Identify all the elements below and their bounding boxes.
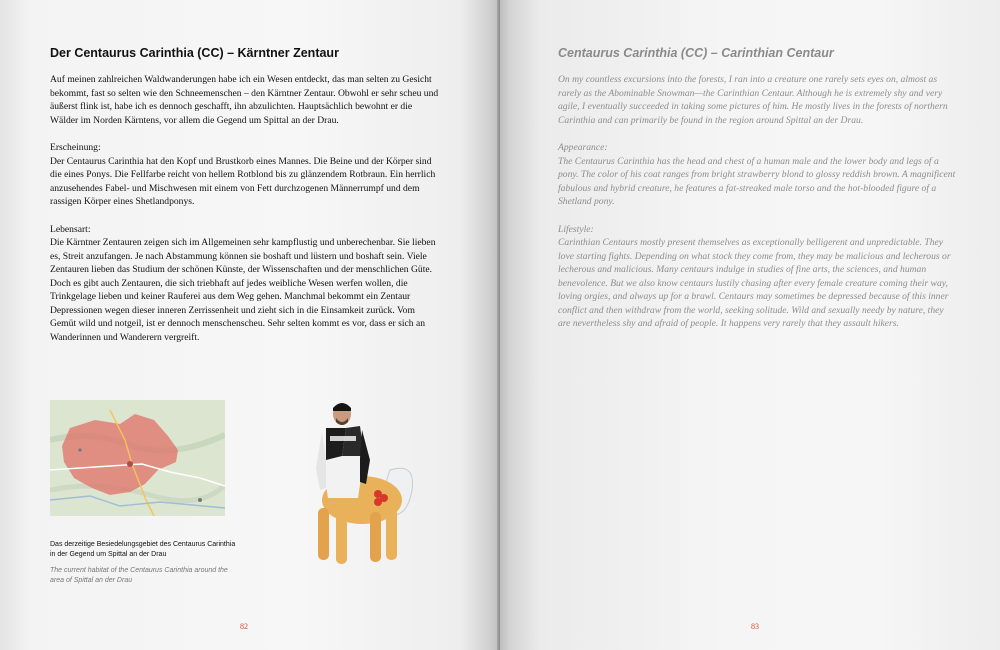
intro-paragraph-en: On my countless excursions into the forests, I ran into a creature one rarely sets eyes on, almost as rarely as the Abominable Snowman—the Carinthian Centaur. Although he is extremely shy and very agile, I eventually succeeded in taking some pictures of him. He mostly lives in the forests of northern Carinthia and can primarily be found in the region around Spittal an der Drau. [558,74,948,126]
appearance-heading-de: Erscheinung: [50,142,101,153]
map-graphic [50,400,225,516]
lifestyle-text-en: Carinthian Centaurs mostly present themselves as exceptionally belligerent and unpredictable. They love starting fights. Depending on what stock they come from, they may be malicious and lecherous or lecherous and malicious. Many centaurs indulge in studies of fine arts, the sciences, and human benevolence. But we also know centaurs lustily chasing after every female creature coming their way, loving orgies, and always up for a brawl. Centaurs may sometimes be depressed because of this inner conflict and then withdraw from the world, seeking solitude. Wild and sexually needy by nature, they are nevertheless shy and afraid of people. It happens very rarely that they assault hikers. [558,237,951,329]
appearance-section-en [558,141,958,209]
right-page [500,0,1000,650]
centaur-photo [298,398,418,573]
intro-paragraph-de: Auf meinen zahlreichen Waldwanderungen habe ich ein Wesen entdeckt, das man selten zu Gesicht bekommt, fast so selten wie den Schneemenschen – den Kärntner Zentaur. Obwohl er sehr scheu und äußerst flink ist, habe ich es dennoch geschafft, ihn abzulichten. Hauptsächlich bewohnt er die Wälder im Norden Kärntens, vor allem die Gegend um Spittal an der Drau. [50,74,439,126]
appearance-text-de: Der Centaurus Carinthia hat den Kopf und Brustkorb eines Mannes. Die Beine und der Körper sind die eines Ponys. Die Fellfarbe reicht von hellem Rotblond bis zu glänzendem Rotbraun. Ein herrlich anzusehendes Fabel- und Mischwesen mit einem von Fett durchzogenen Männerrumpf und dem rassigen Körper eines Shetlandponys. [50,155,436,207]
lifestyle-heading-de: Lebensart: [50,223,91,235]
page-title-en: Centaurus Carinthia (CC) – Carinthian Centaur [558,46,834,60]
body-text-de [50,73,442,358]
centaur-illustration [298,398,418,573]
lifestyle-section-de [50,223,442,345]
page-number-left: 82 [240,622,248,631]
appearance-heading-en: Appearance: [558,142,608,153]
lifestyle-heading-en: Lifestyle: [558,223,594,235]
body-text-en [558,73,958,345]
lifestyle-text-de: Die Kärntner Zentauren zeigen sich im Allgemeinen sehr kampflustig und unberechenbar. Sie lieben es, Streit anzufangen. Je nach Abstammung können sie boshaft und lüstern und boshaft sein. Viele Zentauren lieben das Studium der schönen Künste, der Wissenschaften und der menschlichen Güte. Doch es gibt auch Zentauren, die sich triebhaft auf jedes weibliche Wesen werfen wollen, die Trinkgelage lieben und keiner Rauferei aus dem Weg gehen. Manchmal bekommt ein Zentaur Depressionen wegen dieser inneren Zerrissenheit und zieht sich in die Einsamkeit zurück. Vom Gemüt wild und notgeil, ist er dennoch menschenscheu. Sehr selten kommt es vor, dass er sich an Wanderinnen und Wanderern vergreift. [50,237,436,343]
appearance-text-en: The Centaurus Carinthia has the head and chest of a human male and the lower body and legs of a pony. The color of his coat ranges from bright strawberry blond to glossy reddish brown. A magnificent fabulous and hybrid creature, he features a fat-streaked male torso and the hot-blooded figure of a Shetland pony. [558,155,956,207]
lifestyle-section-en [558,223,958,331]
habitat-map [50,400,225,516]
page-title-de: Der Centaurus Carinthia (CC) – Kärntner Zentaur [50,46,339,60]
page-number-right: 83 [751,622,759,631]
map-caption-en: The current habitat of the Centaurus Carinthia around the area of Spittal an der Drau [50,567,228,584]
map-caption-de: Das derzeitige Besiedelungsgebiet des Centaurus Carinthia in der Gegend um Spittal an der Drau [50,541,236,558]
appearance-section-de [50,141,442,209]
